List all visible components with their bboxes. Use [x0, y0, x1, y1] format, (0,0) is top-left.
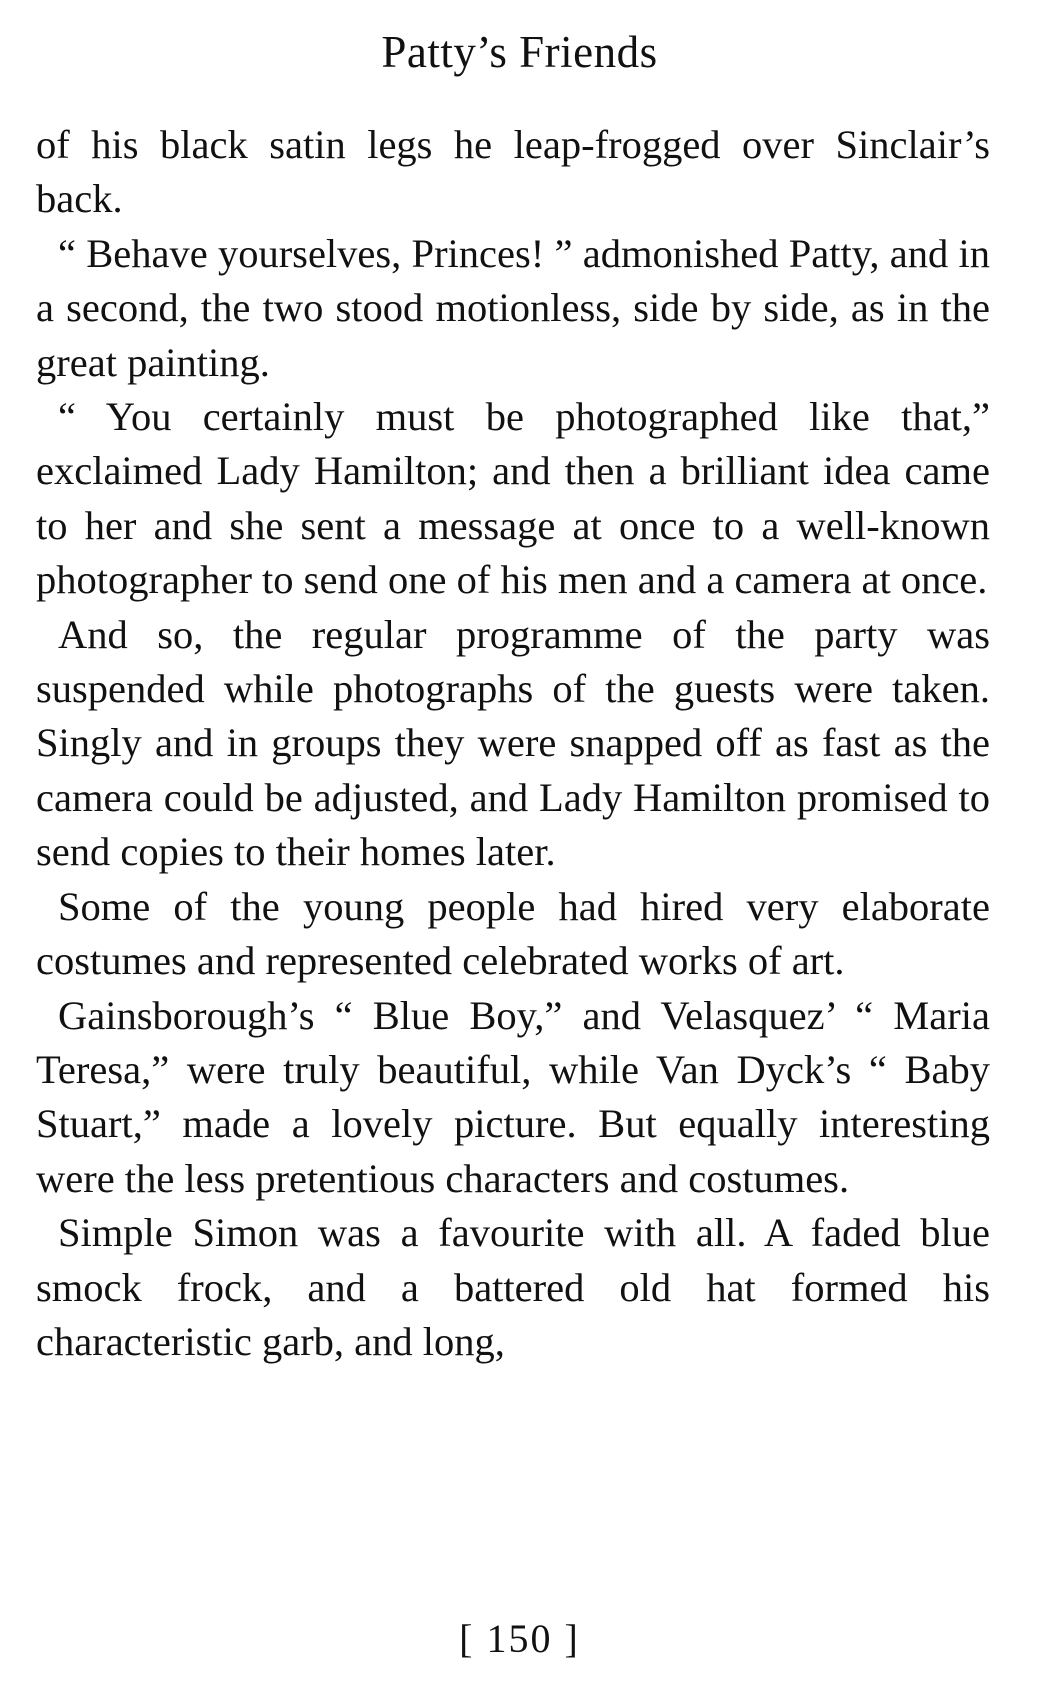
- paragraph-works-of-art: Gainsborough’s “ Blue Boy,” and Velasquez’ “ Maria Teresa,” were truly beautiful, while Van Dyck’s “ Baby Stuart,” made a lovely picture. But equally interesting were the less pretentious characters and costumes.: [36, 992, 990, 1201]
- paragraph-behave-yourselves: “ Behave yourselves, Princes! ” admonished Patty, and in a second, the two stood motionless, side by side, as in the great painting.: [36, 230, 990, 385]
- paragraph-programme-suspended: And so, the regular programme of the party was suspended while photographs of the guests were taken. Singly and in groups they were snapped off as fast as the camera could be adjusted, and Lady Hamilton promised to send copies to their homes later.: [36, 611, 990, 875]
- page-number: [ 150 ]: [459, 1616, 580, 1661]
- body-text: [36, 118, 990, 1369]
- paragraph-simple-simon: Simple Simon was a favourite with all. A faded blue smock frock, and a battered old hat formed his characteristic garb, and long,: [36, 1210, 990, 1364]
- paragraph-photographed: “ You certainly must be photographed like that,” exclaimed Lady Hamilton; and then a brilliant idea came to her and she sent a message at once to a well-known photographer to send one of his men and a camera at once.: [36, 394, 990, 603]
- paragraph-continuation: of his black satin legs he leap-frogged over Sinclair’s back.: [36, 122, 990, 222]
- paragraph-elaborate-costumes: Some of the young people had hired very elaborate costumes and represented celebrated works of art.: [36, 883, 990, 984]
- running-head-title: Patty’s Friends: [381, 27, 658, 77]
